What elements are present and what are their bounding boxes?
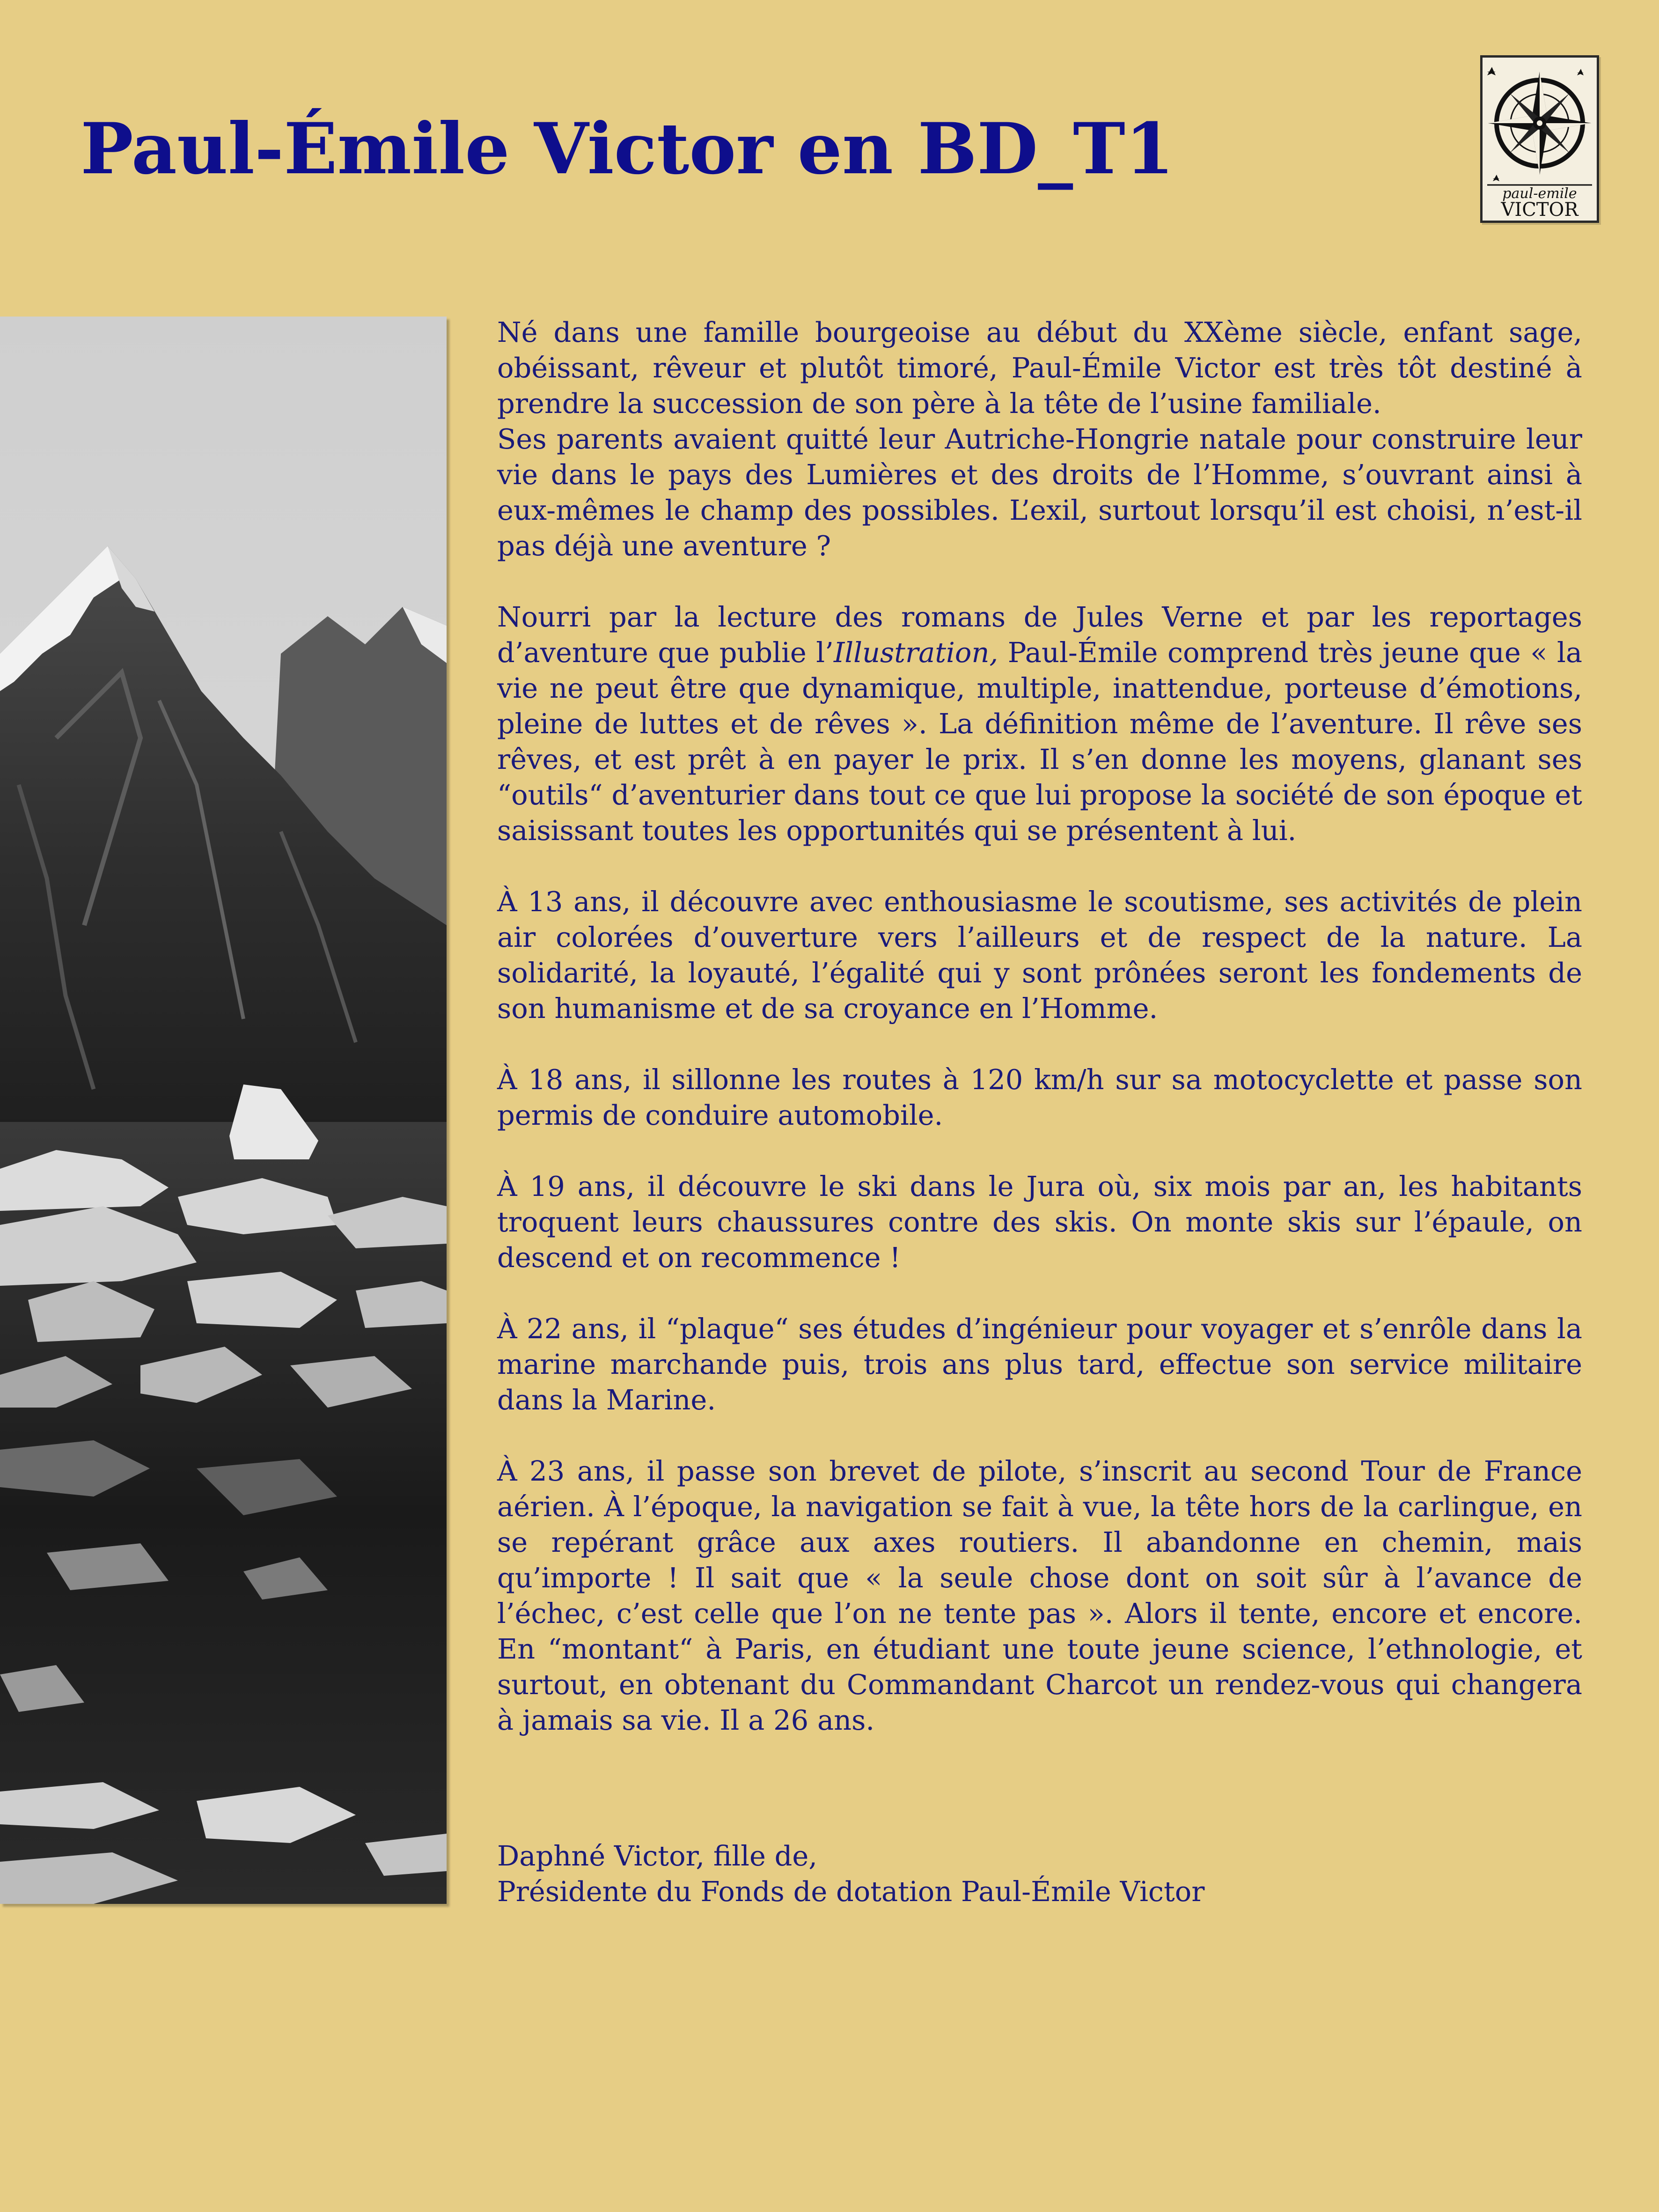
signature-line-1: Daphné Victor, fille de, [497, 1840, 818, 1872]
logo-text-line2: VICTOR [1501, 199, 1578, 221]
paragraph-3 [497, 599, 1582, 848]
signature-line-2: Présidente du Fonds de dotation Paul-Émile Victor [497, 1875, 1205, 1908]
paragraph-4: À 13 ans, il découvre avec enthousiasme le scoutisme, ses activités de plein air colorées d’ouverture vers l’ailleurs et de respect de la nature. La solidarité, la loyauté, l’égalité qui y sont prônées seront les fondements de son humanisme et de sa croyance en l’Homme. [497, 885, 1582, 1025]
paragraph-5: À 18 ans, il sillonne les routes à 120 km/h sur sa motocyclette et passe son permis de conduire automobile. [497, 1063, 1582, 1131]
logo-graphic [1483, 58, 1597, 221]
logo-text-line1: paul-emile [1502, 185, 1577, 202]
paragraph-8: À 23 ans, il passe son brevet de pilote, s’inscrit au second Tour de France aérien. À l’époque, la navigation se fait à vue, la tête hors de la carlingue, en se repérant grâce aux axes routiers. Il abandonne en chemin, mais qu’importe ! Il sait que « la seule chose dont on soit sûr à l’avance de l’échec, c’est celle que l’on ne tente pas ». Alors il tente, encore et encore. En “montant“ à Paris, en étudiant une toute jeune science, l’ethnologie, et surtout, en obtenant du Commandant Charcot un rendez-vous qui changera à jamais sa vie. Il a 26 ans. [497, 1455, 1582, 1736]
mountain-fjord-photo-icon [0, 317, 447, 1904]
paragraph-3-end: Paul-Émile comprend très jeune que « la vie ne peut être que dynamique, multiple, inattendue, porteuse d’émotions, pleine de luttes et de rêves ». La définition même de l’aventure. Il rêve ses rêves, et est prêt à en payer le prix. Il s’en donne les moyens, glanant ses “outils“ d’aventurier dans tout ce que lui propose la société de son époque et saisissant toutes les opportunités qui se présentent à lui. [497, 636, 1583, 847]
photo-graphic [0, 317, 447, 1904]
paragraph-3-start: Nourri par la lecture des romans de Jules Verne et par les reportages d’aventure que publie l’ [497, 601, 1582, 669]
compass-rose-logo-icon [1480, 55, 1599, 223]
article-body [497, 315, 1582, 1738]
paragraph-1: Né dans une famille bourgeoise au début du XXème siècle, enfant sage, obéissant, rêveur et plutôt timoré, Paul-Émile Victor est très tôt destiné à prendre la succession de son père à la tête de l’usine familiale. [497, 316, 1582, 420]
illustration-title: Illustration, [833, 636, 998, 669]
paragraph-6: À 19 ans, il découvre le ski dans le Jura où, six mois par an, les habitants troquent leurs chaussures contre des skis. On monte skis sur l’épaule, on descend et on recommence ! [497, 1170, 1582, 1274]
page-title: Paul-Émile Victor en BD_T1 [81, 108, 1175, 190]
paragraph-2: Ses parents avaient quitté leur Autriche-Hongrie natale pour construire leur vie dans le pays des Lumières et des droits de l’Homme, s’ouvrant ainsi à eux-mêmes le champ des possibles. L’exil, surtout lorsqu’il est choisi, n’est-il pas déjà une aventure ? [497, 423, 1582, 562]
paragraph-7: À 22 ans, il “plaque“ ses études d’ingénieur pour voyager et s’enrôle dans la marine marchande puis, trois ans plus tard, effectue son service militaire dans la Marine. [497, 1312, 1582, 1416]
signature-block [497, 1838, 1582, 1910]
